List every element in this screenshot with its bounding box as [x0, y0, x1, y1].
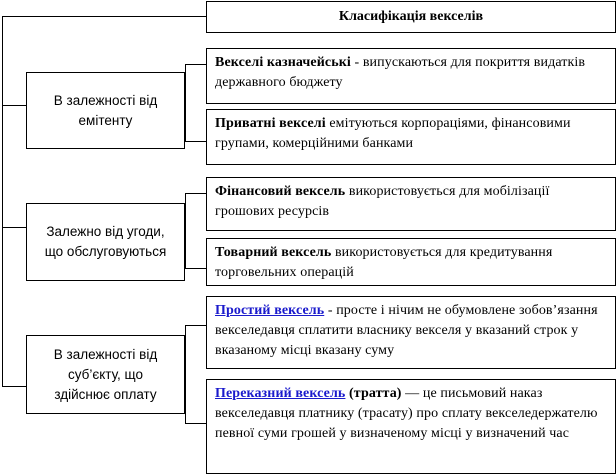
group-label-line: суб’єкту, що	[67, 366, 143, 382]
item-description: використовується для мобілізації грошових ресурсів	[215, 184, 550, 219]
group3-bracket-top	[185, 325, 206, 326]
group2-connector	[2, 227, 26, 228]
item-description: використовується для кредитування торговельних операцій	[215, 245, 553, 280]
group3-bracket-bottom	[185, 423, 206, 424]
item-box-financial-bill	[206, 177, 616, 231]
group-label-line: В залежності від	[53, 92, 158, 108]
item-box-treasury-bills	[206, 48, 616, 104]
title-connector	[2, 16, 206, 17]
item-description: емітуються корпораціями, фінансовими групами, комерційними банками	[215, 116, 571, 151]
group-label-issuer	[54, 91, 157, 131]
group1-bracket-bottom	[185, 141, 206, 142]
group-label-line: В залежності від	[53, 346, 158, 362]
group-label-deal	[45, 222, 167, 262]
group-label-line: емітенту	[78, 112, 133, 128]
diagram-title: Класифікація векселів	[206, 1, 616, 33]
group3-bracket	[185, 325, 186, 424]
group2-bracket-top	[185, 193, 206, 194]
group2-bracket-bottom	[185, 268, 206, 269]
group1-bracket	[185, 64, 186, 142]
item-box-private-bills	[206, 109, 616, 165]
group1-connector	[2, 105, 26, 106]
group-box-payer	[26, 335, 185, 414]
item-term-link[interactable]: Простий вексель	[215, 303, 325, 318]
group-box-deal	[26, 203, 185, 281]
item-box-bill-of-exchange	[206, 379, 616, 474]
group1-bracket-top	[185, 64, 206, 65]
item-term: Фінансовий вексель	[215, 184, 346, 199]
item-description: — це письмовий наказ векселедавця платнику (трасату) про сплату векселедержателю певної суми грошей у визначеному місці у визначений час	[215, 386, 598, 441]
item-box-simple-bill	[206, 296, 616, 369]
item-term-link[interactable]: Переказний вексель	[215, 386, 346, 401]
group-label-line: Залежно від угоди,	[46, 224, 165, 239]
item-term-extra: (тратта)	[345, 386, 402, 401]
item-box-commodity-bill	[206, 238, 616, 286]
group-box-issuer	[26, 72, 185, 149]
group-label-line: що обслуговуються	[44, 244, 167, 259]
main-vertical-line	[2, 16, 3, 386]
item-description: - просте і нічим не обумовлене зобов’язання векселедавця сплатити власнику векселя у вказаний строк у вказаному місці вказану суму	[215, 303, 598, 358]
item-term: Товарний вексель	[215, 245, 332, 260]
group3-connector	[2, 386, 26, 387]
group-label-line: здійснює оплату	[54, 386, 157, 402]
item-term: Векселі казначейські	[215, 55, 351, 70]
group-label-payer	[54, 345, 157, 405]
group2-bracket	[185, 193, 186, 269]
item-term: Приватні векселі	[215, 116, 326, 131]
item-description: - випускаються для покриття видатків державного бюджету	[215, 55, 586, 90]
